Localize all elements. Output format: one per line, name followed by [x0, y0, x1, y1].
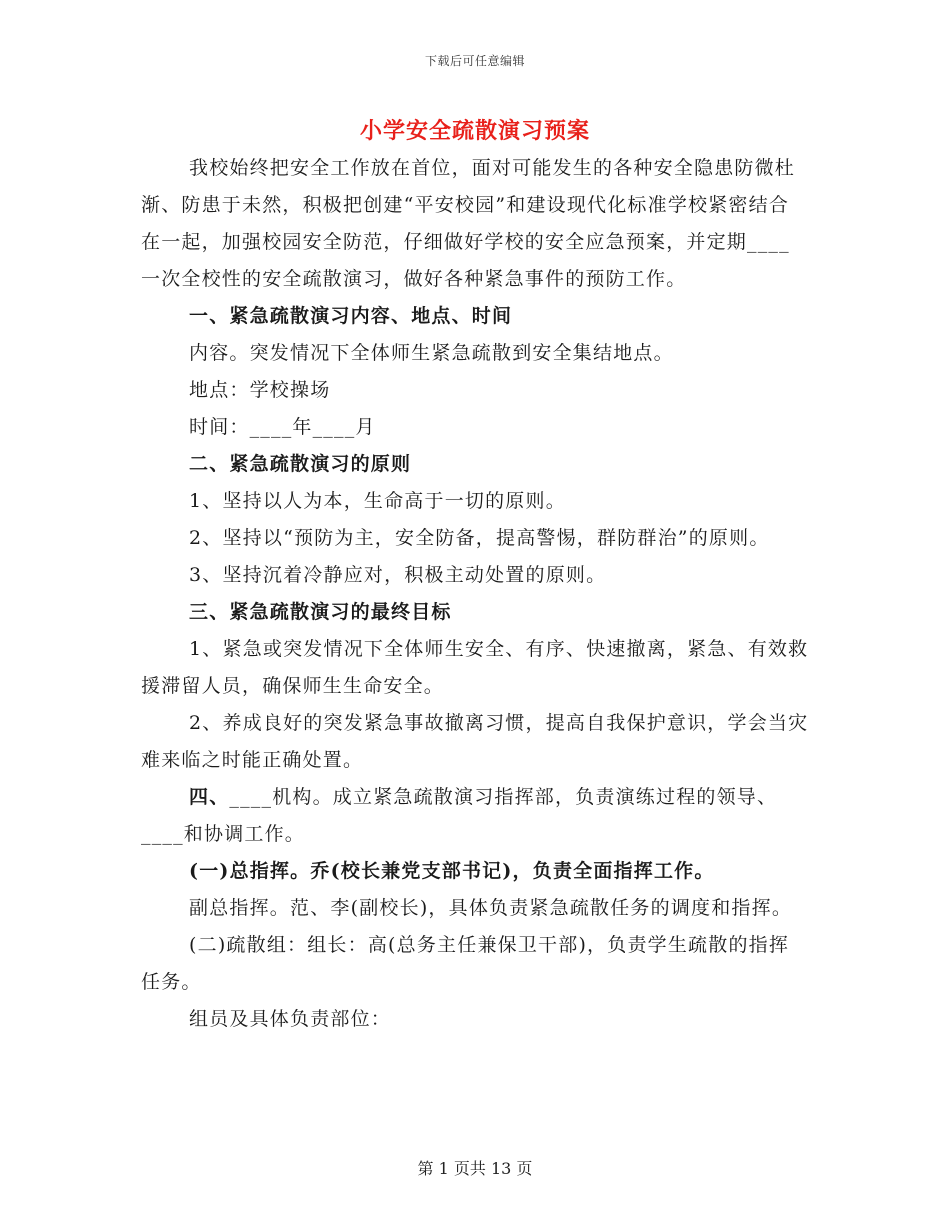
goal-item-1: 1、紧急或突发情况下全体师生安全、有序、快速撤离，紧急、有效救援滞留人员，确保师生生命安全。	[141, 638, 809, 697]
principle-item-2: 2、坚持以“预防为主，安全防备，提高警惕，群防群治”的原则。	[189, 527, 770, 549]
goal-item-2: 2、养成良好的突发紧急事故撤离习惯，提高自我保护意识，学会当灾难来临之时能正确处置。	[141, 712, 809, 771]
members-line: 组员及具体负责部位：	[189, 1008, 392, 1030]
section-1-heading: 一、紧急疏散演习内容、地点、时间	[189, 305, 513, 327]
commander-line: (一)总指挥。乔(校长兼党支部书记)，负责全面指挥工作。	[189, 860, 715, 882]
page-header-note: 下载后可任意编辑	[424, 54, 525, 68]
principle-item-3: 3、坚持沉着冷静应对，积极主动处置的原则。	[189, 564, 607, 586]
principle-item-1: 1、坚持以人为本，生命高于一切的原则。	[189, 490, 566, 512]
document-title: 小学安全疏散演习预案	[359, 118, 590, 144]
deputy-commander-line: 副总指挥。范、李(副校长)，具体负责紧急疏散任务的调度和指挥。	[189, 897, 793, 919]
intro-paragraph: 我校始终把安全工作放在首位，面对可能发生的各种安全隐患防微杜渐、防患于未然，积极把创建“平安校园”和建设现代化标准学校紧密结合在一起，加强校园安全防范，仔细做好学校的安全应急预案，并定期____一次全校性的安全疏散演习，做好各种紧急事件的预防工作。	[141, 157, 796, 290]
section-4-text: ____机构。成立紧急疏散演习指挥部，负责演练过程的领导、____和协调工作。	[141, 786, 778, 845]
page-number-footer: 第 1 页共 13 页	[417, 1159, 533, 1178]
section-2-heading: 二、紧急疏散演习的原则	[189, 453, 412, 475]
section-3-heading: 三、紧急疏散演习的最终目标	[189, 601, 452, 623]
document-body	[141, 150, 809, 1038]
section-4-label: 四、	[189, 786, 230, 808]
section-4-paragraph	[141, 779, 809, 853]
section-1-location: 地点：学校操场	[189, 379, 331, 401]
section-1-time: 时间：____年____月	[189, 416, 376, 438]
section-1-content: 内容。突发情况下全体师生紧急疏散到安全集结地点。	[189, 342, 674, 364]
evacuation-group-line: (二)疏散组：组长：高(总务主任兼保卫干部)，负责学生疏散的指挥任务。	[141, 934, 790, 993]
